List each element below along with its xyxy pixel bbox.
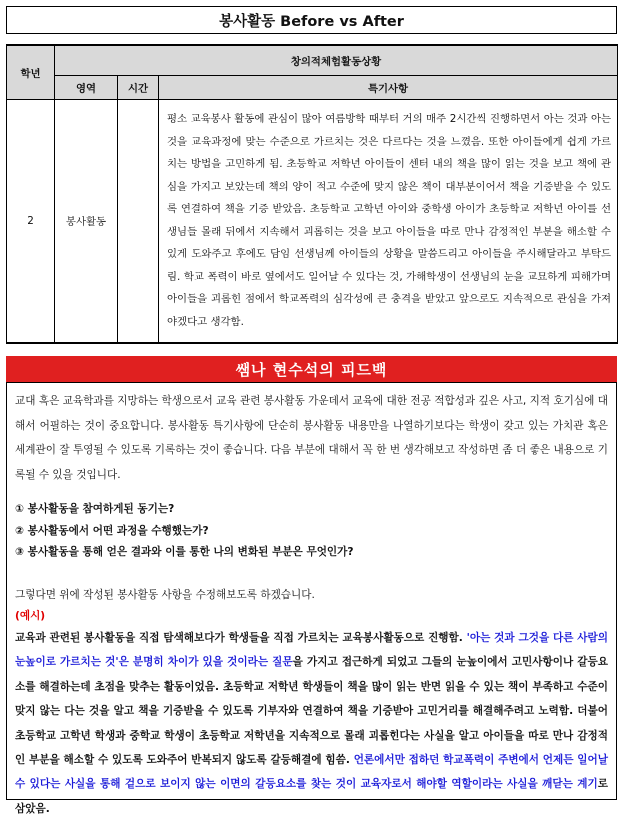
- feedback-box: [6, 382, 617, 815]
- feedback-outro: 그렇다면 위에 작성된 봉사활동 사항을 수정해보도록 하겠습니다.: [15, 588, 315, 601]
- notes-header: 특기사항: [159, 75, 618, 99]
- activity-group-header: 창의적체험활동상황: [55, 45, 618, 75]
- activity-record-table: [6, 44, 618, 344]
- example-highlight: '아는 것과 그것을 다른 사람의 눈높이로 가르치는 것'은 분명히 차이가 있을 것이라는 질문: [15, 632, 608, 669]
- page-title: 봉사활동 Before vs After: [6, 6, 617, 34]
- area-cell: 봉사활동: [55, 99, 118, 343]
- example-label: (예시): [15, 610, 46, 622]
- example-paragraph: [15, 626, 608, 821]
- example-highlight: 언론에서만 접하던 학교폭력이 주변에서 언제든 일어날 수 있다는 사실을 통해 겉으로 보이지 않는 이면의 갈등요소를 찾는 것이 교육자로서 해야할 역할이라는 사실을 깨닫는 계기: [15, 754, 608, 791]
- question-item: ② 봉사활동에서 어떤 과정을 수행했는가?: [15, 524, 209, 537]
- notes-cell: 평소 교육봉사 활동에 관심이 많아 여름방학 때부터 거의 매주 2시간씩 진행하면서 아는 것과 아는 것을 교육과정에 맞는 수준으로 가르치는 것은 다르다는 것을 느꼈음. 또한 아이들에게 쉽게 가르치는 방법을 고민하게 됨. 초등학교 저학년 아이들이 센터 내의 책을 많이 읽는 것을 보고 책에 관심을 가지고 보았는데 책의 양이 적고 수준에 맞지 않은 책이 대부분이어서 책을 기증받을 수 있도록 연결하여 책을 기증 받았음. 초등학교 고학년 아이와 중학생 아이가 초등학교 저학년 아이를 선생님들 몰래 뒤에서 지속해서 괴롭히는 것을 보고 아이들을 따로 만나 감정적인 부분을 해소할 수 있게 도와주고 후에도 담임 선생님께 아이들의 상황을 말씀드리고 아이들을 주시해달라고 부탁드림. 학교 폭력이 바로 옆에서도 일어날 수 있다는 것, 가해학생이 선생님의 눈을 교묘하게 피해가며 아이들을 괴롭힌 점에서 학교폭력의 심각성에 큰 충격을 받았고 앞으로도 지속적으로 관심을 가져야겠다고 생각함.: [159, 99, 618, 343]
- example-text: 을 가지고 접근하게 되었고 그들의 눈높이에서 고민사항이나 갈등요소를 해결하는데 초점을 맞추는 활동이었음. 초등학교 저학년 학생들이 책을 많이 읽는 반면 읽을 수 있는 책이 부족하고 수준이 맞지 않는 다는 것을 알고 책을 기증받을 수 있도록 기부자와 연결하여 책을 기증받아 고민거리를 해결해주려고 노력함. 더불어 초등학교 고학년 학생과 중학교 학생이 초등학교 저학년을 지속적으로 몰래 괴롭힌다는 사실을 알고 아이들을 따로 만나 감정적인 부분을 해소할 수 있도록 도와주어 반복되지 않도록 갈등해결에 힘씀.: [15, 656, 608, 767]
- grade-cell: 2: [7, 99, 55, 343]
- time-header: 시간: [118, 75, 159, 99]
- example-text: 교육과 관련된 봉사활동을 직접 탐색해보다가 학생들을 직접 가르치는 교육봉사활동으로 진행함.: [15, 632, 467, 644]
- feedback-title-band: 쌤나 현수석의 피드백: [6, 356, 617, 382]
- grade-header: 학년: [7, 45, 55, 99]
- time-cell: [118, 99, 159, 343]
- feedback-intro: 교대 혹은 교육학과를 지망하는 학생으로서 교육 관련 봉사활동 가운데서 교육에 대한 전공 적합성과 깊은 사고, 지적 호기심에 대해서 어필하는 것이 중요합니다. 봉사활동 특기사항에 단순히 봉사활동 내용만을 나열하기보다는 학생이 갖고 있는 가치관 혹은 세계관이 잘 투영될 수 있도록 기록하는 것이 좋습니다. 다음 부분에 대해서 꼭 한 번 생각해보고 작성하면 좀 더 좋은 내용으로 기록될 수 있을 것입니다.: [15, 395, 608, 481]
- area-header: 영역: [55, 75, 118, 99]
- example-text: 로 삼았음.: [15, 778, 608, 815]
- question-item: ① 봉사활동을 참여하게된 동기는?: [15, 503, 175, 515]
- question-item: ③ 봉사활동을 통해 얻은 결과와 이를 통한 나의 변화된 부분은 무엇인가?: [15, 546, 354, 558]
